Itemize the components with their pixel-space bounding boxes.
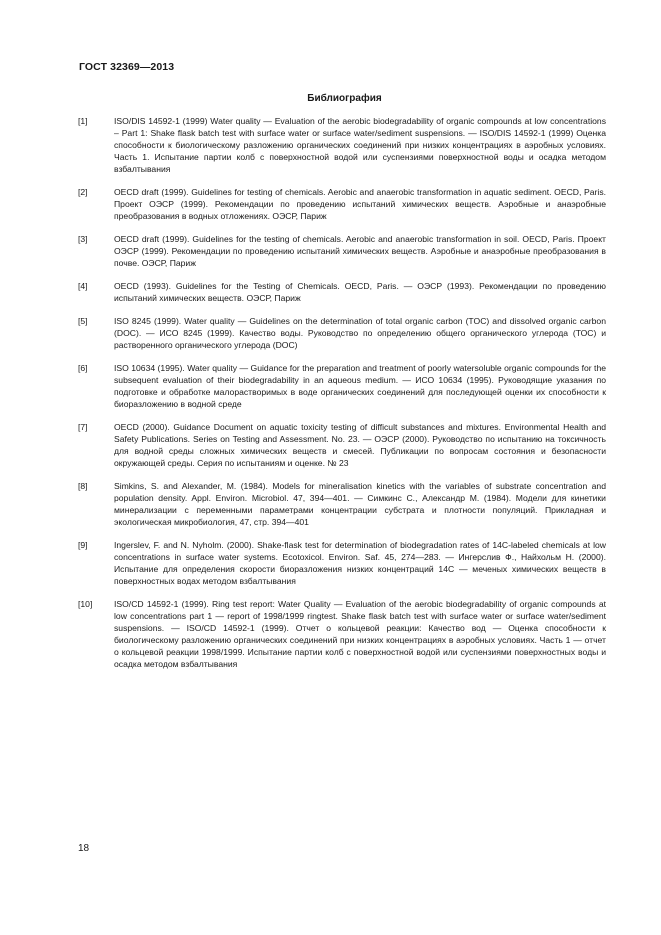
bibliography-entry [78, 315, 606, 351]
bibliography-list [78, 115, 606, 681]
entry-text: Simkins, S. and Alexander, M. (1984). Models for mineralisation kinetics with the variables of substrate concentration and population density. Appl. Environ. Microbiol. 47, 394—401. — Симкинс С., Александр М. (1984). Модели для кинетики минерализации с переменными параметрами концентрации субстрата и плотности популяций. Прикладная и экологическая микробиология, 47, стр. 394—401 [114, 481, 606, 527]
bibliography-entry [78, 421, 606, 469]
bibliography-title: Библиография [307, 93, 382, 104]
bibliography-entry [78, 233, 606, 269]
entry-text: OECD draft (1999). Guidelines for testing of chemicals. Aerobic and anaerobic transformation in aquatic sediment. OECD, Paris. Проект ОЭСР (1999). Рекомендации по проведению испытаний химических веществ. Аэробные и анаэробные преобразования в водных отложениях. ОЭСР, Париж [114, 187, 606, 221]
entry-text: OECD (2000). Guidance Document on aquatic toxicity testing of difficult substances and mixtures. Environmental Health and Safety Publications. Series on Testing and Assessment. No. 23. — ОЭСР (2000). Руководство по испытанию на токсичность для водной среды сложных химических веществ и смесей. Публикации по вопросам состояния и безопасности окружающей среды. Серия по испытаниям и оценке. № 23 [114, 422, 606, 468]
entry-text: Ingerslev, F. and N. Nyholm. (2000). Shake-flask test for determination of biodegradation rates of 14C-labeled chemicals at low concentrations in surface water systems. Ecotoxicol. Environ. Saf. 45, 274—283. — Ингерслив Ф., Найхольм Н. (2000). Испытание для определения скорости биоразложения низких концентраций 14С — меченых химических веществ в поверхностных водах методом взбалтывания [114, 540, 606, 586]
entry-number: [9] [78, 540, 88, 550]
page-number: 18 [78, 843, 90, 854]
entry-number: [1] [78, 116, 88, 126]
bibliography-entry [78, 598, 606, 670]
entry-number: [5] [78, 316, 88, 326]
bibliography-entry [78, 115, 606, 175]
entry-text: ISO 10634 (1995). Water quality — Guidance for the preparation and treatment of poorly watersoluble organic compounds for the subsequent evaluation of their biodegradability in an aqueous medium. — ИСО 10634 (1995). Руководящие указания по подготовке и обработке малорастворимых в воде органических соединений для последующей оценки их способности к биоразложению в водной среде [114, 363, 606, 409]
bibliography-entry [78, 186, 606, 222]
entry-text: OECD draft (1999). Guidelines for the testing of chemicals. Aerobic and anaerobic transformation in soil. OECD, Paris. Проект ОЭСР (1999). Рекомендации по проведению испытаний химических веществ. Аэробные и анаэробные преобразования в почве. ОЭСР, Париж [114, 234, 606, 268]
bibliography-entry [78, 480, 606, 528]
bibliography-entry [78, 539, 606, 587]
document-standard-header: ГОСТ 32369—2013 [79, 61, 175, 73]
entry-text: OECD (1993). Guidelines for the Testing of Chemicals. OECD, Paris. — ОЭСР (1993). Рекомендации по проведению испытаний химических веществ. ОЭСР, Париж [114, 281, 606, 303]
entry-number: [4] [78, 281, 88, 291]
entry-number: [7] [78, 422, 88, 432]
entry-text: ISO/CD 14592-1 (1999). Ring test report: Water Quality — Evaluation of the aerobic biodegradability of organic compounds at low concentrations part 1 — report of 1998/1999 ringtest. Shake flask batch test with surface water or surface water/sediment suspensions. — ISO/CD 14592-1 (1999). Отчет о кольцевой реакции: Качество вод — Оценка способности к биологическому разложению органических соединений при низких концентрациях в аэробных условиях. Часть 1 — отчет о кольцевой реакции 1998/1999. Испытание партии колб с поверхностной водой или суспензиями поверхностных воды и осадка методом взбалтывания [114, 599, 606, 669]
entry-number: [10] [78, 599, 93, 609]
bibliography-entry [78, 280, 606, 304]
entry-number: [6] [78, 363, 88, 373]
entry-number: [2] [78, 187, 88, 197]
entry-number: [3] [78, 234, 88, 244]
entry-number: [8] [78, 481, 88, 491]
entry-text: ISO 8245 (1999). Water quality — Guidelines on the determination of total organic carbon (TOC) and dissolved organic carbon (DOC). — ИСО 8245 (1999). Качество воды. Руководство по определению общего органического углерода (ТОС) и растворенного органического углерода (DOC) [114, 316, 606, 350]
bibliography-entry [78, 362, 606, 410]
entry-text: ISO/DIS 14592-1 (1999) Water quality — Evaluation of the aerobic biodegradability of organic compounds at low concentrations – Part 1: Shake flask batch test with surface water or surface water/sediment suspensions. — ISO/DIS 14592-1 (1999) Оценка способности к биологическому разложению органических соединений при низких концентрациях в аэробных условиях. Часть 1. Испытание партии колб с поверхностной водой или суспензиями поверхностной воды и осадка методом взбалтывания [114, 116, 606, 174]
